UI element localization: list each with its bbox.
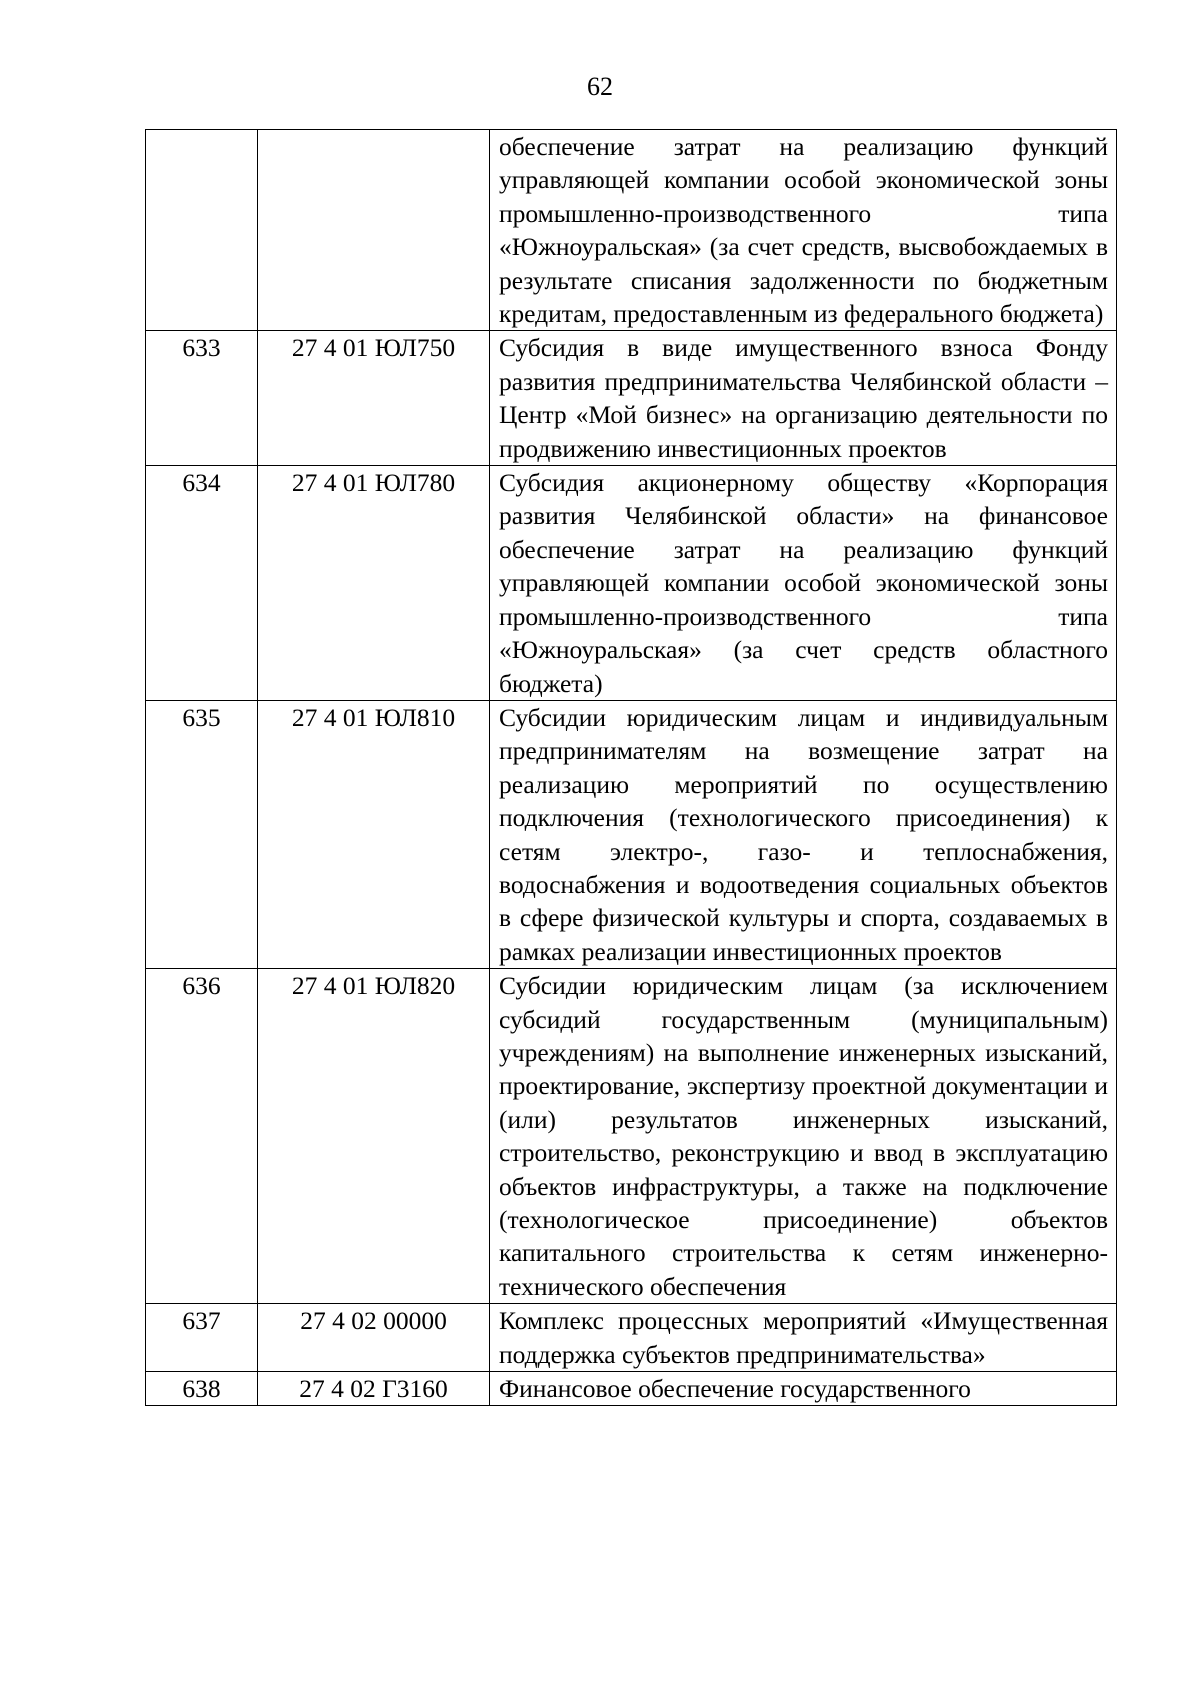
table-row (146, 700, 1117, 968)
table-row (146, 969, 1117, 1304)
row-code-cell: 27 4 02 Г3160 (258, 1372, 490, 1406)
row-description-cell: Субсидия в виде имущественного взноса Фонду развития предпринимательства Челябинской области – Центр «Мой бизнес» на организацию деятельности по продвижению инвестиционных проектов (490, 331, 1117, 466)
budget-classification-table (145, 129, 1117, 1406)
row-code-cell: 27 4 01 ЮЛ820 (258, 969, 490, 1304)
row-code-cell (258, 130, 490, 331)
page-number: 62 (587, 72, 613, 101)
row-number-cell: 635 (146, 700, 258, 968)
row-description-cell: Комплекс процессных мероприятий «Имущественная поддержка субъектов предпринимательства» (490, 1304, 1117, 1372)
row-number-cell: 636 (146, 969, 258, 1304)
row-number-cell: 633 (146, 331, 258, 466)
table-row (146, 331, 1117, 466)
row-number-cell: 634 (146, 466, 258, 701)
table-row (146, 466, 1117, 701)
row-code-cell: 27 4 01 ЮЛ810 (258, 700, 490, 968)
row-description-cell: Субсидии юридическим лицам и индивидуальным предпринимателям на возмещение затрат на реализацию мероприятий по осуществлению подключения (технологического присоединения) к сетям электро-, газо- и теплоснабжения, водоснабжения и водоотведения социальных объектов в сфере физической культуры и спорта, создаваемых в рамках реализации инвестиционных проектов (490, 700, 1117, 968)
row-description-cell: Финансовое обеспечение государственного (490, 1372, 1117, 1406)
row-code-cell: 27 4 01 ЮЛ780 (258, 466, 490, 701)
table-row (146, 130, 1117, 331)
table-row (146, 1304, 1117, 1372)
row-number-cell (146, 130, 258, 331)
row-number-cell: 638 (146, 1372, 258, 1406)
row-description-cell: обеспечение затрат на реализацию функций управляющей компании особой экономической зоны промышленно-производственного типа «Южноуральская» (за счет средств, высвобождаемых в результате списания задолженности по бюджетным кредитам, предоставленным из федерального бюджета) (490, 130, 1117, 331)
table-row (146, 1372, 1117, 1406)
row-number-cell: 637 (146, 1304, 258, 1372)
row-code-cell: 27 4 02 00000 (258, 1304, 490, 1372)
row-code-cell: 27 4 01 ЮЛ750 (258, 331, 490, 466)
row-description-cell: Субсидии юридическим лицам (за исключением субсидий государственным (муниципальным) учреждениям) на выполнение инженерных изысканий, проектирование, экспертизу проектной документации и (или) результатов инженерных изысканий, строительство, реконструкцию и ввод в эксплуатацию объектов инфраструктуры, а также на подключение (технологическое присоединение) объектов капитального строительства к сетям инженерно-технического обеспечения (490, 969, 1117, 1304)
row-description-cell: Субсидия акционерному обществу «Корпорация развития Челябинской области» на финансовое обеспечение затрат на реализацию функций управляющей компании особой экономической зоны промышленно-производственного типа «Южноуральская» (за счет средств областного бюджета) (490, 466, 1117, 701)
